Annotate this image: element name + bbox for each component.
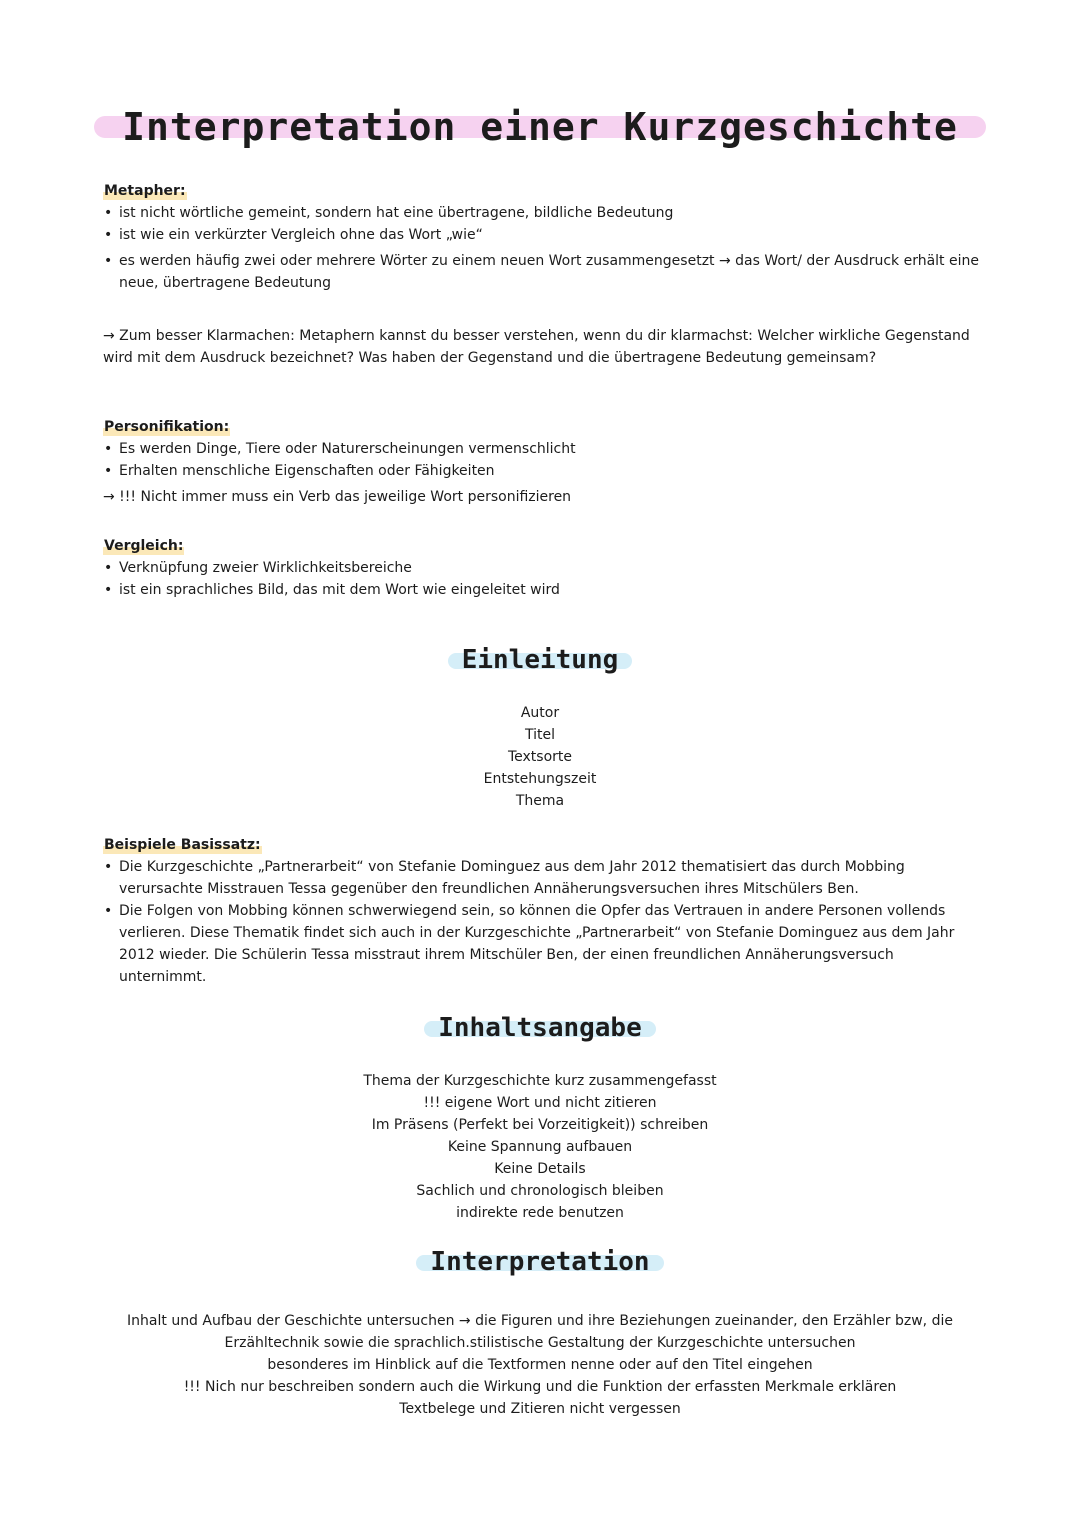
label-basissatz: Beispiele Basissatz: bbox=[103, 834, 262, 856]
note-text: → !!! Nicht immer muss ein Verb das jeweilige Wort personifizieren bbox=[103, 489, 572, 505]
section-personifikation bbox=[103, 416, 983, 508]
metapher-note bbox=[103, 325, 983, 369]
list-item: • ist wie ein verkürzter Vergleich ohne das Wort „wie“ bbox=[103, 224, 983, 246]
interpretation-text bbox=[100, 1310, 980, 1420]
list-item: • ist nicht wörtliche gemeint, sondern hat eine übertragene, bildliche Bedeutung bbox=[103, 202, 983, 224]
list-item: • Verknüpfung zweier Wirklichkeitsbereiche bbox=[103, 557, 983, 579]
list-item: Thema bbox=[515, 793, 565, 809]
list-item: indirekte rede benutzen bbox=[456, 1205, 624, 1221]
text-line: besonderes im Hinblick auf die Textformen nenne oder auf den Titel eingehen bbox=[267, 1357, 813, 1373]
list-item: Keine Spannung aufbauen bbox=[447, 1139, 633, 1155]
list-item: Keine Details bbox=[494, 1161, 586, 1177]
title-container bbox=[0, 100, 1080, 154]
page-title: Interpretation einer Kurzgeschichte bbox=[94, 100, 986, 154]
einleitung-list bbox=[0, 702, 1080, 812]
list-item: Textsorte bbox=[507, 749, 573, 765]
list-item: • Die Folgen von Mobbing können schwerwiegend sein, so können die Opfer das Vertrauen in andere Personen vollends verlieren. Diese Thematik findet sich auch in der Kurzgeschichte „Partnerarbeit“ von Stefanie Dominguez aus dem Jahr 2012 wieder. Die Schülerin Tessa misstraut ihrem Mitschüler Ben, der einen freundlichen Annäherungsversuch unternimmt. bbox=[103, 900, 983, 988]
heading-einleitung: Einleitung bbox=[448, 642, 633, 678]
basissatz-list bbox=[103, 856, 983, 988]
list-item: • Es werden Dinge, Tiere oder Naturerscheinungen vermenschlicht bbox=[103, 438, 983, 460]
list-item: • Erhalten menschliche Eigenschaften oder Fähigkeiten bbox=[103, 460, 983, 482]
personifikation-list bbox=[103, 438, 983, 482]
list-item: !!! eigene Wort und nicht zitieren bbox=[423, 1095, 657, 1111]
text-line: Inhalt und Aufbau der Geschichte untersuchen → die Figuren und ihre Beziehungen zueinander, den Erzähler bzw, die Erzähltechnik sowie die sprachlich.stilistische Gestaltung der Kurzgeschichte untersuchen bbox=[127, 1313, 953, 1351]
text-line: !!! Nich nur beschreiben sondern auch die Wirkung und die Funktion der erfassten Merkmale erklären bbox=[183, 1379, 897, 1395]
heading-interpretation: Interpretation bbox=[416, 1244, 663, 1280]
text-line: Textbelege und Zitieren nicht vergessen bbox=[399, 1401, 681, 1417]
list-item: Im Präsens (Perfekt bei Vorzeitigkeit)) schreiben bbox=[371, 1117, 709, 1133]
section-metapher bbox=[103, 180, 983, 294]
heading-inhaltsangabe: Inhaltsangabe bbox=[424, 1010, 656, 1046]
heading-container bbox=[0, 1010, 1080, 1046]
label-vergleich: Vergleich: bbox=[103, 535, 184, 557]
list-item: • Die Kurzgeschichte „Partnerarbeit“ von Stefanie Dominguez aus dem Jahr 2012 thematisiert das durch Mobbing verursachte Misstrauen Tessa gegenüber den freundlichen Annäherungsversuchen ihres Mitschülers Ben. bbox=[103, 856, 983, 900]
label-metapher: Metapher: bbox=[103, 180, 187, 202]
list-item: Titel bbox=[524, 727, 555, 743]
vergleich-list bbox=[103, 557, 983, 601]
heading-container bbox=[0, 1244, 1080, 1280]
list-item: • es werden häufig zwei oder mehrere Wörter zu einem neuen Wort zusammengesetzt → das Wort/ der Ausdruck erhält eine neue, übertragene Bedeutung bbox=[103, 250, 983, 294]
list-item: Sachlich und chronologisch bleiben bbox=[416, 1183, 664, 1199]
list-item: Autor bbox=[520, 705, 560, 721]
section-vergleich bbox=[103, 535, 983, 601]
inhaltsangabe-list bbox=[0, 1070, 1080, 1224]
heading-container bbox=[0, 642, 1080, 678]
list-item: Thema der Kurzgeschichte kurz zusammengefasst bbox=[363, 1073, 717, 1089]
section-basissatz bbox=[103, 834, 983, 988]
note-text: → Zum besser Klarmachen: Metaphern kannst du besser verstehen, wenn du dir klarmachst: Welcher wirkliche Gegenstand wird mit dem Ausdruck bezeichnet? Was haben der Gegenstand und die übertragene Bedeutung gemeinsam? bbox=[103, 328, 970, 366]
list-item: • ist ein sprachliches Bild, das mit dem Wort wie eingeleitet wird bbox=[103, 579, 983, 601]
metapher-list bbox=[103, 202, 983, 294]
label-personifikation: Personifikation: bbox=[103, 416, 230, 438]
list-item: Entstehungszeit bbox=[483, 771, 597, 787]
